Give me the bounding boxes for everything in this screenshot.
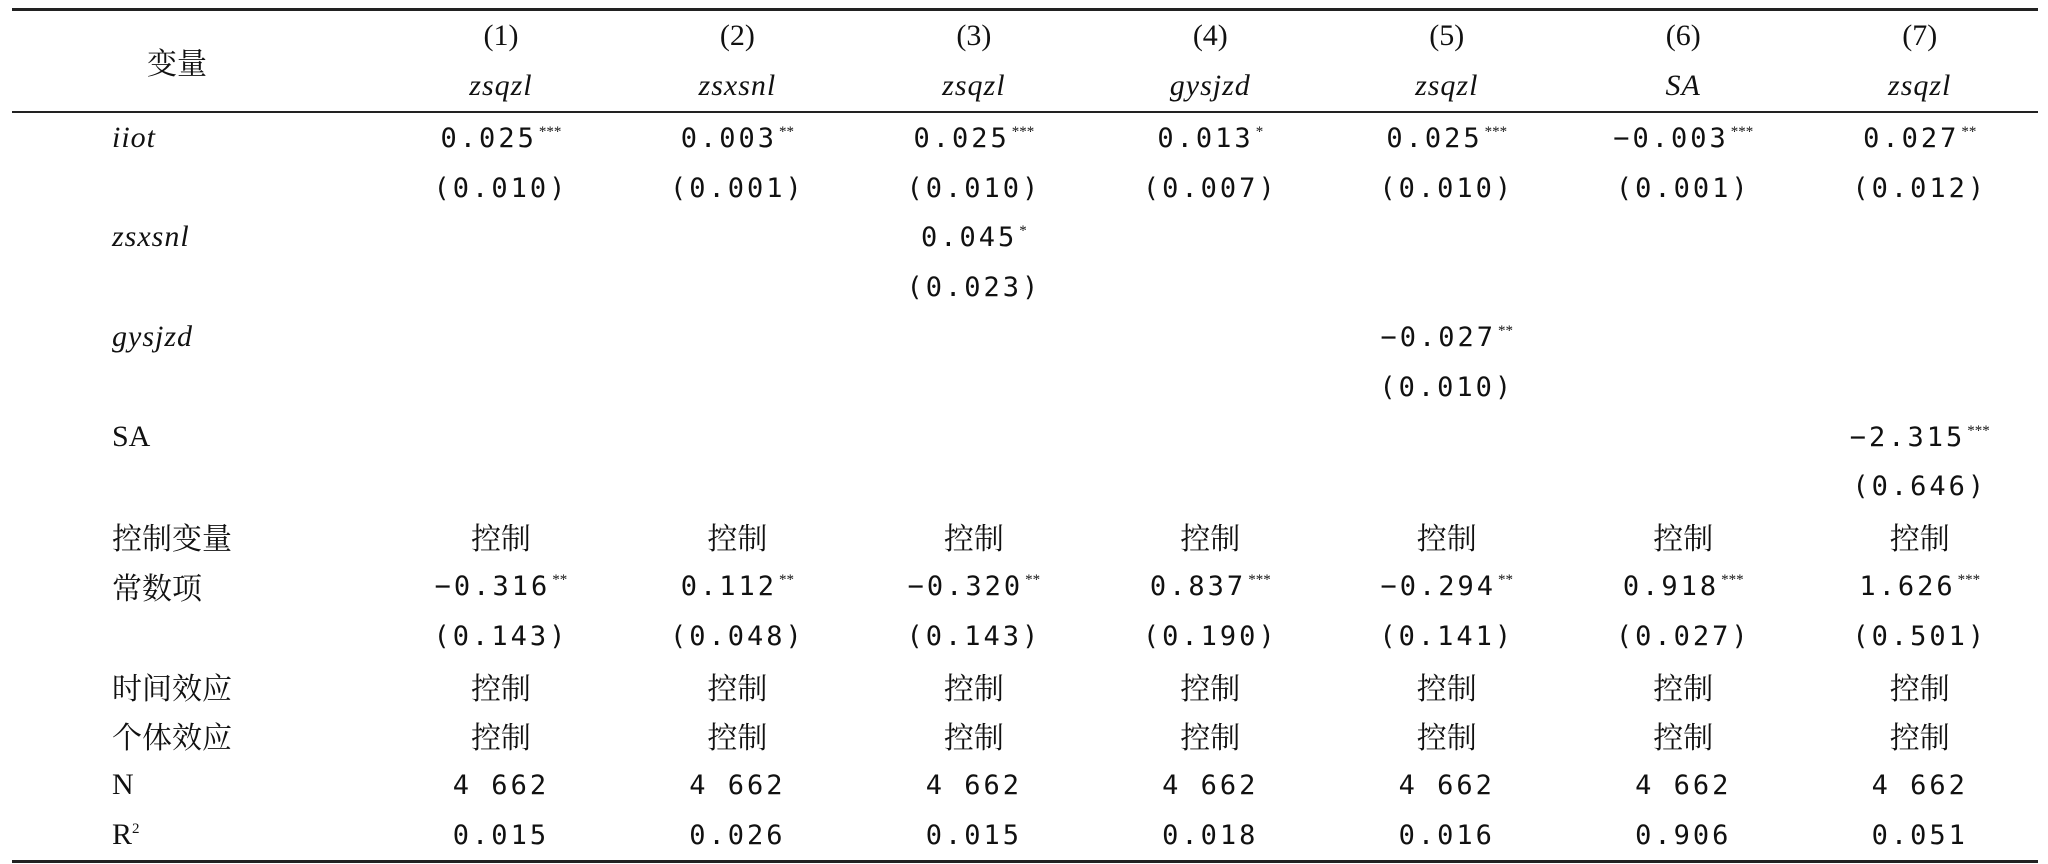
- table-cell: [1801, 312, 2038, 362]
- table-cell: [1329, 661, 1565, 711]
- cell-value: −0.027: [1380, 322, 1497, 354]
- cell-value: 0.025: [440, 122, 537, 154]
- cell-value: −0.294: [1380, 571, 1497, 603]
- cell-value: 4 662: [1398, 770, 1495, 802]
- cell-value: 4 662: [1871, 770, 1968, 802]
- cell-value: (0.012): [1852, 172, 1988, 204]
- cell-value: (0.010): [433, 172, 569, 204]
- row-label: [12, 611, 383, 661]
- table-row: [12, 412, 2038, 462]
- table-cell: [856, 112, 1092, 163]
- table-cell: [856, 711, 1092, 761]
- significance-stars: *: [1019, 223, 1027, 240]
- cell-value: 4 662: [1635, 770, 1732, 802]
- cell-value: 控制: [1416, 522, 1477, 558]
- table-row: [12, 362, 2038, 412]
- table-cell: [1092, 462, 1328, 512]
- cell-value: (0.010): [906, 172, 1042, 204]
- table-cell: [1801, 213, 2038, 263]
- cell-value: 控制: [1180, 671, 1241, 707]
- cell-value: 0.051: [1871, 820, 1968, 852]
- significance-stars: ***: [1730, 123, 1754, 140]
- cell-value: 控制: [707, 721, 768, 757]
- table-cell: [619, 262, 855, 312]
- table-row: [12, 661, 2038, 711]
- table-row: [12, 312, 2038, 362]
- cell-value: 控制: [470, 522, 531, 558]
- cell-value: 控制: [1180, 721, 1241, 757]
- table-cell: [1801, 412, 2038, 462]
- variable-header: 变量: [12, 10, 383, 113]
- table-cell: [1801, 163, 2038, 213]
- table-cell: [1329, 112, 1565, 163]
- table-cell: [1801, 711, 2038, 761]
- table-cell: [383, 362, 619, 412]
- dependent-variable: zsqzl: [1888, 69, 1952, 102]
- significance-stars: **: [779, 123, 795, 140]
- table-cell: [383, 312, 619, 362]
- table-cell: [1565, 661, 1801, 711]
- col-number: (3): [956, 19, 992, 52]
- table-cell: [856, 262, 1092, 312]
- table-cell: [1565, 561, 1801, 611]
- table-cell: [1565, 112, 1801, 163]
- table-cell: [383, 611, 619, 661]
- row-label-text: R: [112, 818, 133, 852]
- table-cell: [619, 412, 855, 462]
- table-cell: [856, 412, 1092, 462]
- col-number: (4): [1192, 19, 1228, 52]
- table-cell: [619, 511, 855, 561]
- cell-value: 控制: [470, 671, 531, 707]
- cell-value: 控制: [1653, 522, 1714, 558]
- cell-value: 控制: [1889, 671, 1950, 707]
- significance-stars: ***: [1721, 572, 1744, 589]
- significance-stars: ***: [538, 123, 562, 140]
- regression-table: [12, 8, 2038, 863]
- table-cell: [1801, 511, 2038, 561]
- table-cell: [619, 561, 855, 611]
- table-cell: [619, 163, 855, 213]
- table-cell: [856, 810, 1092, 861]
- table-cell: [856, 362, 1092, 412]
- row-label-text: iiot: [112, 120, 157, 154]
- table-row: [12, 262, 2038, 312]
- table-cell: [1329, 213, 1565, 263]
- cell-value: (0.143): [906, 620, 1042, 652]
- cell-value: 0.045: [920, 222, 1018, 254]
- table-cell: [856, 312, 1092, 362]
- dependent-variable: gysjzd: [1169, 69, 1251, 102]
- cell-value: (0.010): [1379, 371, 1515, 403]
- table-cell: [383, 262, 619, 312]
- table-cell: [383, 213, 619, 263]
- cell-value: (0.027): [1615, 620, 1751, 652]
- table-cell: [1329, 611, 1565, 661]
- table-cell: [1329, 412, 1565, 462]
- cell-value: 控制: [1416, 671, 1477, 707]
- table-cell: [1801, 810, 2038, 861]
- col-number: (2): [719, 19, 755, 52]
- cell-value: 0.027: [1863, 122, 1960, 154]
- cell-value: (0.501): [1852, 620, 1988, 652]
- cell-value: 0.026: [689, 820, 786, 852]
- table-cell: [1329, 362, 1565, 412]
- table-cell: [1801, 462, 2038, 512]
- table-cell: [619, 760, 855, 810]
- cell-value: 0.906: [1635, 820, 1732, 852]
- table-cell: [383, 810, 619, 861]
- cell-value: (0.190): [1142, 620, 1278, 652]
- dependent-variable: zsqzl: [1415, 69, 1479, 102]
- table-cell: [1092, 561, 1328, 611]
- cell-value: 控制: [1653, 721, 1714, 757]
- table-cell: [1092, 163, 1328, 213]
- table-cell: [856, 462, 1092, 512]
- table-cell: [856, 163, 1092, 213]
- row-label-text: N: [112, 768, 134, 802]
- significance-stars: ***: [1967, 422, 1990, 439]
- col-number: (1): [483, 19, 519, 52]
- table-cell: [1329, 810, 1565, 861]
- cell-value: 4 662: [689, 770, 786, 802]
- table-cell: [1092, 412, 1328, 462]
- table-cell: [1092, 511, 1328, 561]
- significance-stars: **: [779, 572, 795, 589]
- table-cell: [1801, 112, 2038, 163]
- table-cell: [1565, 760, 1801, 810]
- table-cell: [1329, 462, 1565, 512]
- dependent-variable: zsqzl: [469, 69, 533, 102]
- row-label: [12, 362, 383, 412]
- table-cell: [383, 661, 619, 711]
- table-cell: [1801, 661, 2038, 711]
- col-number: (5): [1429, 19, 1465, 52]
- cell-value: (0.001): [1615, 172, 1751, 204]
- table-cell: [383, 163, 619, 213]
- row-label: [12, 262, 383, 312]
- table-cell: [1092, 112, 1328, 163]
- table-cell: [619, 810, 855, 861]
- table-cell: [1565, 462, 1801, 512]
- cell-value: −0.003: [1613, 122, 1729, 154]
- table-cell: [856, 213, 1092, 263]
- cell-value: 0.015: [452, 820, 550, 852]
- cell-value: 4 662: [1162, 770, 1259, 802]
- cell-value: 控制: [1416, 721, 1477, 757]
- table-cell: [856, 611, 1092, 661]
- row-label-superscript: 2: [132, 821, 140, 838]
- table-cell: [856, 511, 1092, 561]
- row-label-text: SA: [112, 419, 151, 453]
- table-cell: [1565, 262, 1801, 312]
- table-cell: [619, 611, 855, 661]
- table-cell: [1801, 362, 2038, 412]
- table-cell: [619, 462, 855, 512]
- table-cell: [856, 561, 1092, 611]
- table-row: [12, 611, 2038, 661]
- table-row: [12, 462, 2038, 512]
- table-cell: [1329, 760, 1565, 810]
- table-cell: [619, 112, 855, 163]
- row-label-text: gysjzd: [112, 320, 193, 354]
- table-cell: [1329, 312, 1565, 362]
- row-label: [12, 112, 383, 163]
- table-cell: [1329, 561, 1565, 611]
- table-cell: [1565, 810, 1801, 861]
- table-row: [12, 213, 2038, 263]
- cell-value: (0.141): [1379, 620, 1515, 652]
- table-cell: [1329, 511, 1565, 561]
- table-cell: [1565, 163, 1801, 213]
- table-cell: [1565, 412, 1801, 462]
- significance-stars: **: [1025, 572, 1041, 589]
- table-cell: [1565, 362, 1801, 412]
- cell-value: 4 662: [925, 770, 1022, 802]
- table-cell: [1329, 262, 1565, 312]
- row-label: [12, 661, 383, 711]
- dependent-variable: zsxsnl: [698, 69, 777, 102]
- table-cell: [383, 561, 619, 611]
- dependent-variable: SA: [1665, 69, 1701, 102]
- table-row: [12, 760, 2038, 810]
- row-label: [12, 561, 383, 611]
- row-label: [12, 462, 383, 512]
- table-body: [12, 112, 2038, 861]
- cell-value: 4 662: [452, 770, 550, 802]
- row-label-text: 时间效应: [112, 671, 232, 707]
- cell-value: 0.025: [1386, 122, 1483, 154]
- significance-stars: **: [1498, 323, 1514, 340]
- significance-stars: ***: [1484, 123, 1508, 140]
- significance-stars: ***: [1248, 572, 1271, 589]
- table-cell: [1092, 262, 1328, 312]
- table-cell: [856, 661, 1092, 711]
- table-cell: [1801, 262, 2038, 312]
- table-cell: [619, 362, 855, 412]
- table-cell: [1092, 760, 1328, 810]
- cell-value: 控制: [707, 671, 768, 707]
- table-cell: [1329, 711, 1565, 761]
- cell-value: −2.315: [1849, 421, 1966, 453]
- cell-value: 控制: [707, 522, 768, 558]
- table-cell: [856, 760, 1092, 810]
- table-cell: [383, 412, 619, 462]
- cell-value: 控制: [1889, 522, 1950, 558]
- significance-stars: **: [1498, 572, 1514, 589]
- row-label-text: zsxsnl: [112, 220, 190, 254]
- cell-value: 1.626: [1859, 571, 1956, 603]
- cell-value: −0.316: [434, 571, 551, 603]
- table-cell: [1092, 810, 1328, 861]
- table-cell: [1565, 213, 1801, 263]
- cell-value: 控制: [943, 671, 1004, 707]
- table-cell: [619, 312, 855, 362]
- row-label: [12, 412, 383, 462]
- dependent-variable: zsqzl: [942, 69, 1006, 102]
- significance-stars: **: [552, 572, 568, 589]
- cell-value: (0.007): [1142, 172, 1278, 204]
- cell-value: 控制: [1180, 522, 1241, 558]
- table-cell: [1092, 711, 1328, 761]
- table-cell: [383, 462, 619, 512]
- table-cell: [1565, 611, 1801, 661]
- table-cell: [1801, 561, 2038, 611]
- row-label: [12, 511, 383, 561]
- significance-stars: ***: [1957, 572, 1981, 589]
- cell-value: 控制: [1889, 721, 1950, 757]
- table-cell: [1565, 312, 1801, 362]
- table-cell: [1092, 661, 1328, 711]
- table-cell: [1565, 511, 1801, 561]
- significance-stars: *: [1255, 123, 1264, 140]
- row-label: [12, 312, 383, 362]
- cell-value: −0.320: [907, 571, 1024, 603]
- row-label-text: 控制变量: [112, 522, 232, 558]
- table-cell: [383, 711, 619, 761]
- table-cell: [383, 112, 619, 163]
- row-label-text: 个体效应: [112, 721, 232, 757]
- table-cell: [383, 511, 619, 561]
- table-cell: [1801, 760, 2038, 810]
- cell-value: 控制: [1653, 671, 1714, 707]
- cell-value: (0.048): [670, 620, 805, 652]
- cell-value: 控制: [943, 522, 1004, 558]
- table-row: [12, 561, 2038, 611]
- cell-value: (0.010): [1379, 172, 1515, 204]
- cell-value: 0.003: [680, 122, 778, 154]
- table-row: [12, 511, 2038, 561]
- cell-value: 0.025: [913, 122, 1010, 154]
- table-cell: [1092, 362, 1328, 412]
- table-row: [12, 711, 2038, 761]
- row-label: [12, 213, 383, 263]
- cell-value: 0.918: [1622, 571, 1720, 603]
- row-label: [12, 810, 383, 861]
- table-row: [12, 810, 2038, 861]
- cell-value: 0.112: [680, 571, 778, 603]
- cell-value: 0.018: [1162, 820, 1259, 852]
- cell-value: 0.013: [1157, 122, 1254, 154]
- col-number: (6): [1665, 19, 1701, 52]
- significance-stars: ***: [1011, 123, 1035, 140]
- cell-value: (0.143): [433, 620, 569, 652]
- table-cell: [619, 711, 855, 761]
- regression-table-container: [12, 8, 2038, 863]
- table-row: [12, 163, 2038, 213]
- cell-value: (0.001): [670, 172, 805, 204]
- row-label: [12, 163, 383, 213]
- cell-value: 0.015: [925, 820, 1022, 852]
- cell-value: (0.023): [906, 272, 1042, 304]
- table-cell: [383, 760, 619, 810]
- significance-stars: **: [1961, 123, 1977, 140]
- table-cell: [619, 213, 855, 263]
- cell-value: 0.837: [1149, 571, 1247, 603]
- table-cell: [1092, 312, 1328, 362]
- table-cell: [1092, 213, 1328, 263]
- table-cell: [619, 661, 855, 711]
- cell-value: 0.016: [1398, 820, 1495, 852]
- cell-value: (0.646): [1852, 471, 1988, 503]
- row-label: [12, 711, 383, 761]
- row-label-text: 常数项: [112, 572, 202, 608]
- table-cell: [1565, 711, 1801, 761]
- col-number: (7): [1902, 19, 1938, 52]
- table-cell: [1092, 611, 1328, 661]
- table-cell: [1801, 611, 2038, 661]
- cell-value: 控制: [943, 721, 1004, 757]
- table-row: [12, 112, 2038, 163]
- cell-value: 控制: [470, 721, 531, 757]
- table-cell: [1329, 163, 1565, 213]
- row-label: [12, 760, 383, 810]
